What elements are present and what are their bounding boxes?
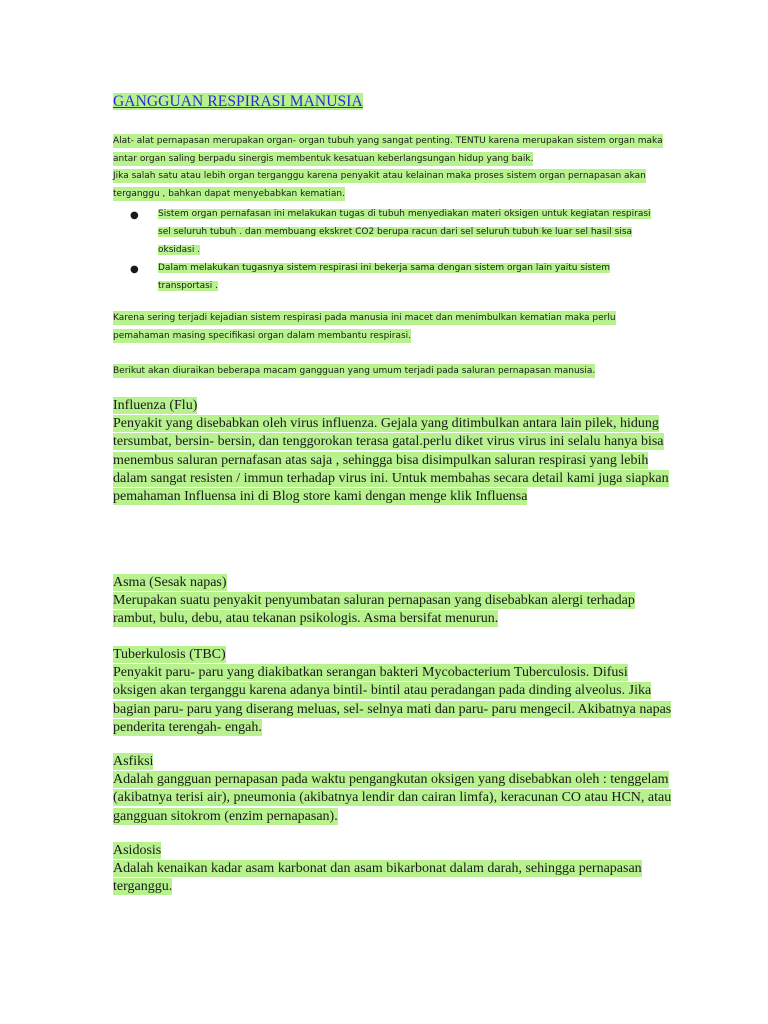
document-title[interactable] <box>113 93 363 111</box>
intro-block <box>113 133 673 203</box>
section-body: Adalah gangguan pernapasan pada waktu pengangkutan oksigen yang disebabkan oleh : tenggelam (akibatnya terisi air), pneumonia (akibatnya lendir dan cairan limfa), keracunan CO atau HCN, atau gangguan sitokrom (enzim pernapasan). <box>113 772 672 824</box>
section-heading: Asfiksi <box>113 754 154 769</box>
section-body: Merupakan suatu penyakit penyumbatan saluran pernapasan yang disebabkan alergi terhadap rambut, bulu, debu, atau tekanan psikologis. Asma bersifat menurun. <box>113 593 635 627</box>
document-title-text: GANGGUAN RESPIRASI MANUSIA <box>113 93 363 110</box>
section-body: Penyakit paru- paru yang diakibatkan serangan bakteri Mycobacterium Tuberculosis. Difusi oksigen akan terganggu karena adanya bintil- bintil atau peradangan pada dinding alveolus. Jika bagian paru- paru yang diserang meluas, sel- selnya mati dan paru- paru mengecil. Akibatnya napas penderita terengah- engah. <box>113 665 672 735</box>
section-body: Adalah kenaikan kadar asam karbonat dan asam bikarbonat dalam darah, sehingga pernapasan terganggu. <box>113 861 642 895</box>
section-body: Penyakit yang disebabkan oleh virus influenza. Gejala yang ditimbulkan antara lain pilek, hidung tersumbat, bersin- bersin, dan tenggorokan terasa gatal.perlu diket virus virus ini selalu hanya bisa menembus saluran pernafasan atas saja , sehingga bisa disimpulkan saluran respirasi yang lebih dalam sangat resisten / immun terhadap virus ini. Untuk membahas secara detail kami juga siapkan pemahaman Influensa ini di Blog store kami dengan menge klik Influensa <box>113 416 669 505</box>
section-tuberkulosis <box>113 646 673 737</box>
section-influenza <box>113 397 673 506</box>
intro-paragraph-1: Alat- alat pernapasan merupakan organ- organ tubuh yang sangat penting. TENTU karena merupakan sistem organ maka antar organ saling berpadu sinergis membentuk kesatuan keberlangsungan hidup yang baik. <box>113 136 663 164</box>
section-asfiksi <box>113 753 673 826</box>
bullet-item: ● Sistem organ pernafasan ini melakukan tugas di tubuh menyediakan materi oksigen untuk kegiatan respirasi sel seluruh tubuh . dan membuang ekskret CO2 berupa racun dari sel seluruh tubuh ke luar sel hasil sisa oksidasi . <box>130 209 651 255</box>
section-heading: Influenza (Flu) <box>113 398 198 413</box>
paragraph-berikut: Berikut akan diuraikan beberapa macam gangguan yang umum terjadi pada saluran pernapasan manusia. <box>113 366 596 376</box>
section-heading: Tuberkulosis (TBC) <box>113 647 226 662</box>
bullet-icon: ● <box>130 210 139 221</box>
section-heading: Asma (Sesak napas) <box>113 575 227 590</box>
bullet-list <box>130 206 660 297</box>
bullet-icon: ● <box>130 264 139 276</box>
section-asidosis <box>113 842 673 897</box>
paragraph-karena: Karena sering terjadi kejadian sistem respirasi pada manusia ini macet dan menimbulkan kematian maka perlu pemahaman masing specifikasi organ dalam membantu respirasi. <box>113 313 616 341</box>
intro-paragraph-2: Jika salah satu atau lebih organ terganggu karena penyakit atau kelainan maka proses sistem organ pernapasan akan terganggu , bahkan dapat menyebabkan kematian. <box>113 171 646 199</box>
section-heading: Asidosis <box>113 843 162 858</box>
section-asma <box>113 574 673 629</box>
bullet-item: ● Dalam melakukan tugasnya sistem respirasi ini bekerja sama dengan sistem organ lain yaitu sistem transportasi . <box>130 263 611 292</box>
